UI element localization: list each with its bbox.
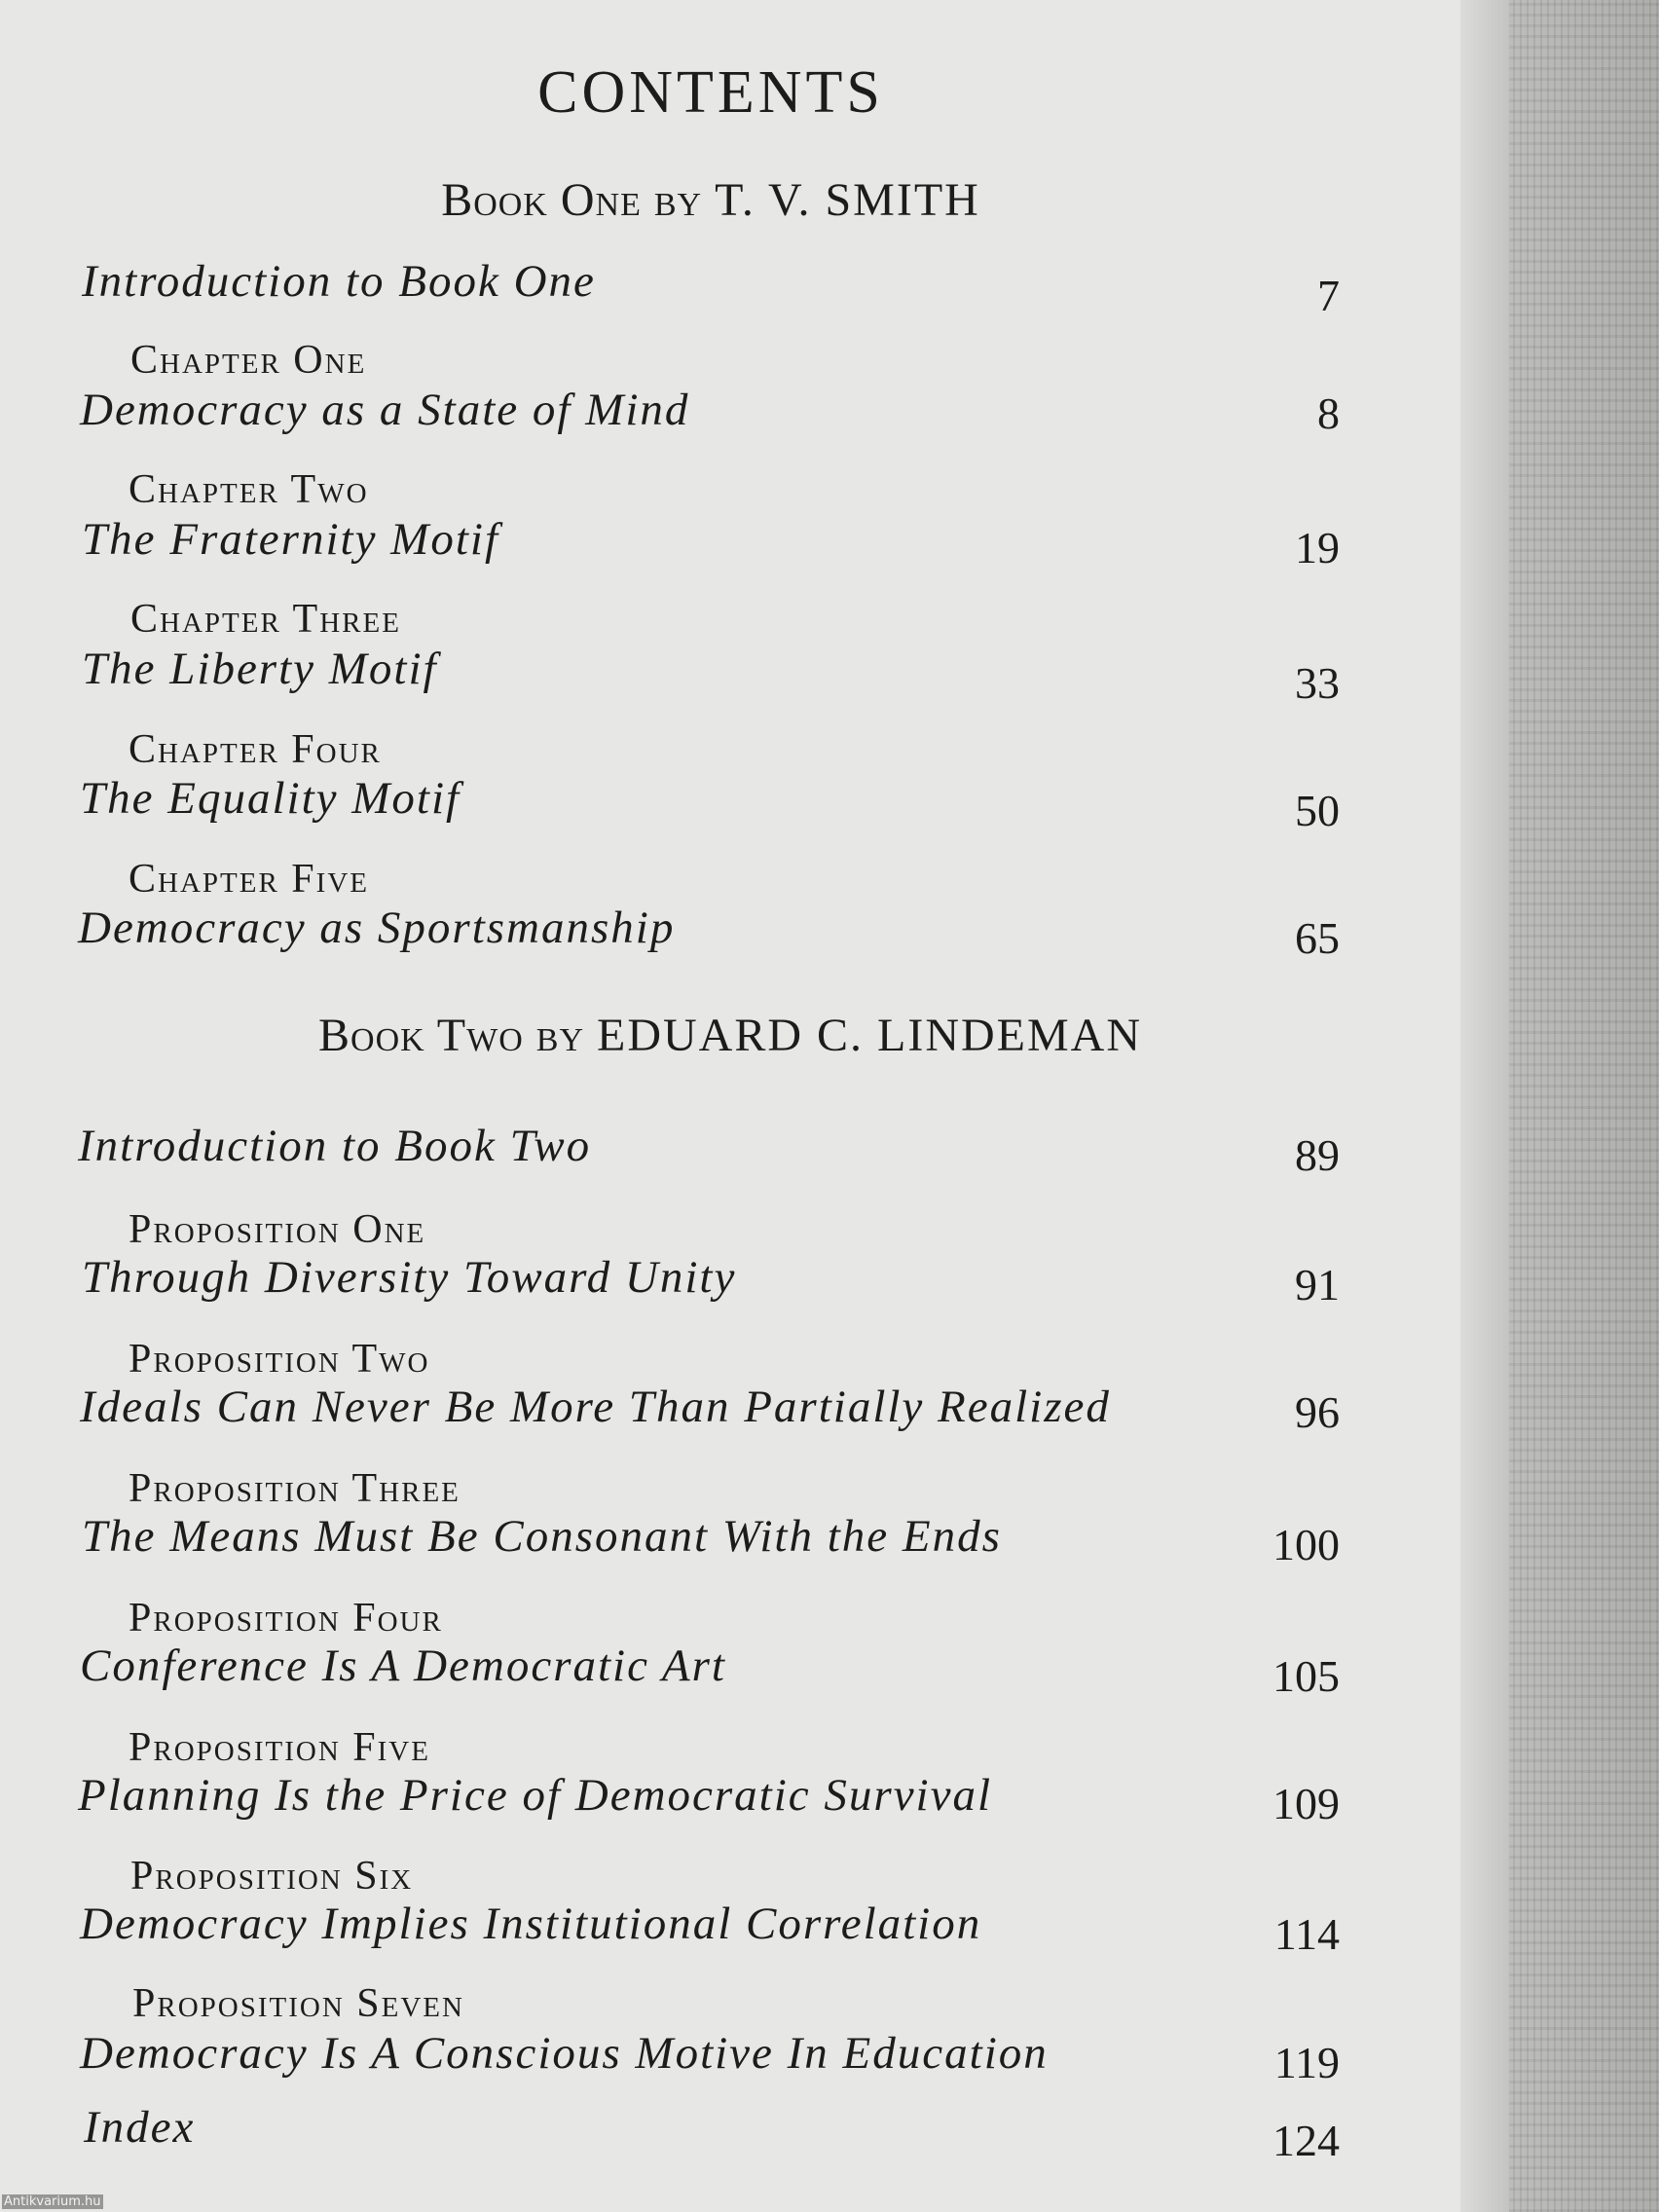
chapter-page: 50 [1295,786,1340,835]
chapter-title: Democracy as Sportsmanship [78,903,676,953]
proposition-page: 96 [1295,1387,1340,1437]
chapter-title: Democracy as a State of Mind [80,385,690,435]
book-two-intro-title: Introduction to Book Two [78,1121,592,1171]
watermark-text: Antikvarium.hu [4,2194,101,2209]
chapter-label: Chapter Five [129,857,369,902]
page-title: CONTENTS [537,59,884,126]
proposition-page: 119 [1273,2038,1340,2087]
book-two-intro-page: 89 [1295,1130,1340,1180]
proposition-label: Proposition Five [129,1725,430,1770]
proposition-page: 105 [1272,1651,1340,1701]
chapter-page: 33 [1295,658,1340,708]
proposition-label: Proposition Two [129,1337,430,1382]
proposition-title: Ideals Can Never Be More Than Partially Realized [80,1382,1111,1432]
page-edge-shadow [1460,0,1509,2212]
book-one-author: T. V. SMITH [715,174,980,226]
chapter-page: 8 [1317,388,1340,438]
proposition-label: Proposition One [129,1207,426,1252]
chapter-label: Chapter Three [130,597,401,642]
book-two-heading [19,1009,1441,1062]
proposition-label: Proposition Three [129,1466,461,1511]
index-title: Index [84,2102,196,2153]
chapter-label: Chapter One [130,338,367,383]
proposition-label: Proposition Four [129,1596,443,1641]
proposition-title: Democracy Implies Institutional Correlation [80,1899,982,1949]
book-one-intro-page: 7 [1317,271,1340,320]
chapter-title: The Liberty Motif [82,644,438,694]
proposition-page: 114 [1273,1909,1340,1959]
proposition-label: Proposition Six [130,1854,414,1899]
chapter-title: The Equality Motif [80,773,461,824]
proposition-title: Conference Is A Democratic Art [80,1641,726,1691]
proposition-title: Democracy Is A Conscious Motive In Education [80,2028,1049,2079]
proposition-label: Proposition Seven [132,1981,464,2026]
proposition-title: Planning Is the Price of Democratic Survival [78,1770,993,1821]
chapter-page: 19 [1295,523,1340,572]
proposition-page: 109 [1272,1779,1340,1828]
proposition-title: Through Diversity Toward Unity [82,1252,737,1303]
book-one-intro-title: Introduction to Book One [82,256,596,307]
proposition-page: 100 [1272,1520,1340,1569]
chapter-label: Chapter Two [129,467,369,512]
proposition-title: The Means Must Be Consonant With the Ends [82,1511,1002,1562]
chapter-title: The Fraternity Motif [82,514,500,565]
book-two-prefix: Book Two by [318,1010,585,1061]
book-one-prefix: Book One by [441,174,703,226]
chapter-page: 65 [1295,913,1340,963]
proposition-page: 91 [1295,1260,1340,1309]
index-page: 124 [1272,2116,1340,2165]
book-two-author: EDUARD C. LINDEMAN [597,1010,1142,1061]
chapter-label: Chapter Four [129,727,382,772]
book-one-heading [0,173,1421,227]
